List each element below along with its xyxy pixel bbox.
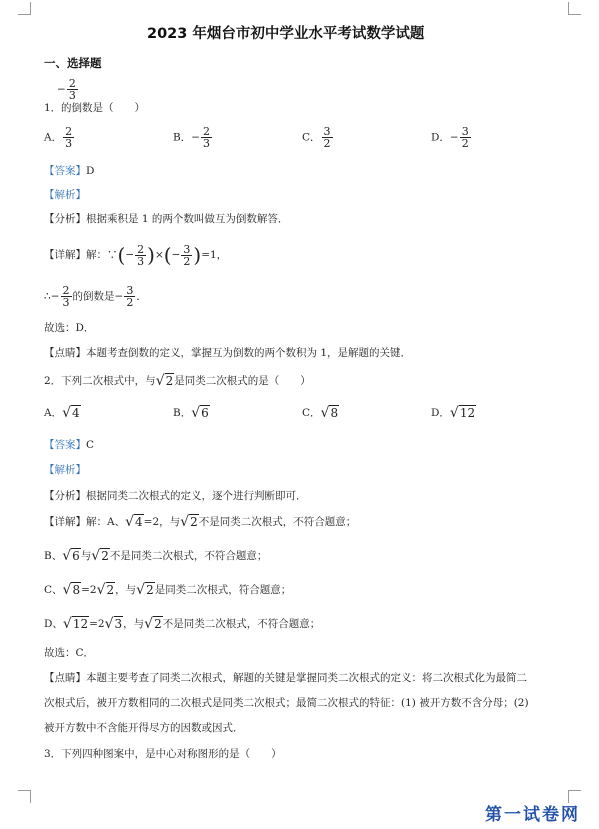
q1-stem-suffix: 的倒数是（ ） <box>61 102 145 114</box>
q2-detail-a: 【详解】解：A、√4=2，与√2不是同类二次根式，不符合题意； <box>44 514 357 530</box>
q2-option-b: B．√6 <box>173 405 209 421</box>
q1-therefore: ∴− $\frac{2}{3}$ 的倒数是− $\frac{3}{2}$ ． <box>44 284 147 309</box>
corner-mark-top-right <box>568 2 581 15</box>
q2-analysis-tag: 【解析】 <box>44 464 86 476</box>
page-title: 2023 年烟台市初中学业水平考试数学试题 <box>147 26 425 42</box>
q2-stem: 2．下列二次根式中，与√2是同类二次根式的是（ ） <box>44 373 311 389</box>
q2-conclusion: 故选：C． <box>44 647 95 659</box>
q2-detail-b: B、√6与√2不是同类二次根式，不符合题意； <box>44 548 268 564</box>
q1-conclusion: 故选：D． <box>44 322 95 334</box>
section-heading: 一、选择题 <box>44 56 102 70</box>
q1-number: 1． <box>44 102 62 114</box>
q1-option-d: D．− $\frac{3}{2}$ <box>431 125 469 150</box>
q1-option-c: C． $\frac{3}{2}$ <box>302 125 331 150</box>
site-logo: 第一试卷网 <box>485 805 580 825</box>
q1-answer: 【答案】D <box>44 165 95 177</box>
q2-dianjing-line3: 被开方数中不含能开得尽方的因数或因式． <box>44 722 244 734</box>
q1-dianjing: 【点睛】本题考查倒数的定义，掌握互为倒数的两个数积为 1，是解题的关键． <box>44 347 412 359</box>
q2-detail-c: C、√8=2√2，与√2是同类二次根式，符合题意； <box>44 582 292 598</box>
q2-fenxi: 【分析】根据同类二次根式的定义，逐个进行判断即可． <box>44 490 307 502</box>
corner-mark-top-left <box>18 2 31 15</box>
q1-option-b: B．− $\frac{2}{3}$ <box>173 125 211 150</box>
q2-detail-d: D、√12=2√3，与√2不是同类二次根式，不符合题意； <box>44 616 321 632</box>
q2-answer: 【答案】C <box>44 439 95 451</box>
q1-detail-formula: 【详解】解：∵(− $\frac{2}{3}$ )×(− $\frac{3}{2}$ )=1， <box>44 242 228 268</box>
q1-option-a: A． $\frac{2}{3}$ <box>44 125 73 150</box>
q1-fenxi: 【分析】根据乘积是 1 的两个数叫做互为倒数解答． <box>44 213 289 225</box>
q2-option-d: D．√12 <box>431 405 476 421</box>
q2-option-c: C．√8 <box>302 405 339 421</box>
q1-analysis-tag: 【解析】 <box>44 189 86 201</box>
q1-minus-fraction: − $\frac{2}{3}$ <box>57 77 76 102</box>
q2-dianjing-line2: 次根式后，被开方数相同的二次根式是同类二次根式；最简二次根式的特征：(1) 被开方数不含分母；(2) <box>44 697 529 709</box>
q2-option-a: A．√4 <box>44 405 80 421</box>
q2-dianjing-line1: 【点睛】本题主要考查了同类二次根式，解题的关键是掌握同类二次根式的定义：将二次根式化为最简二 <box>44 672 527 684</box>
q3-stem: 3．下列四种图案中，是中心对称图形的是（ ） <box>44 748 282 760</box>
corner-mark-bottom-left <box>18 790 31 803</box>
